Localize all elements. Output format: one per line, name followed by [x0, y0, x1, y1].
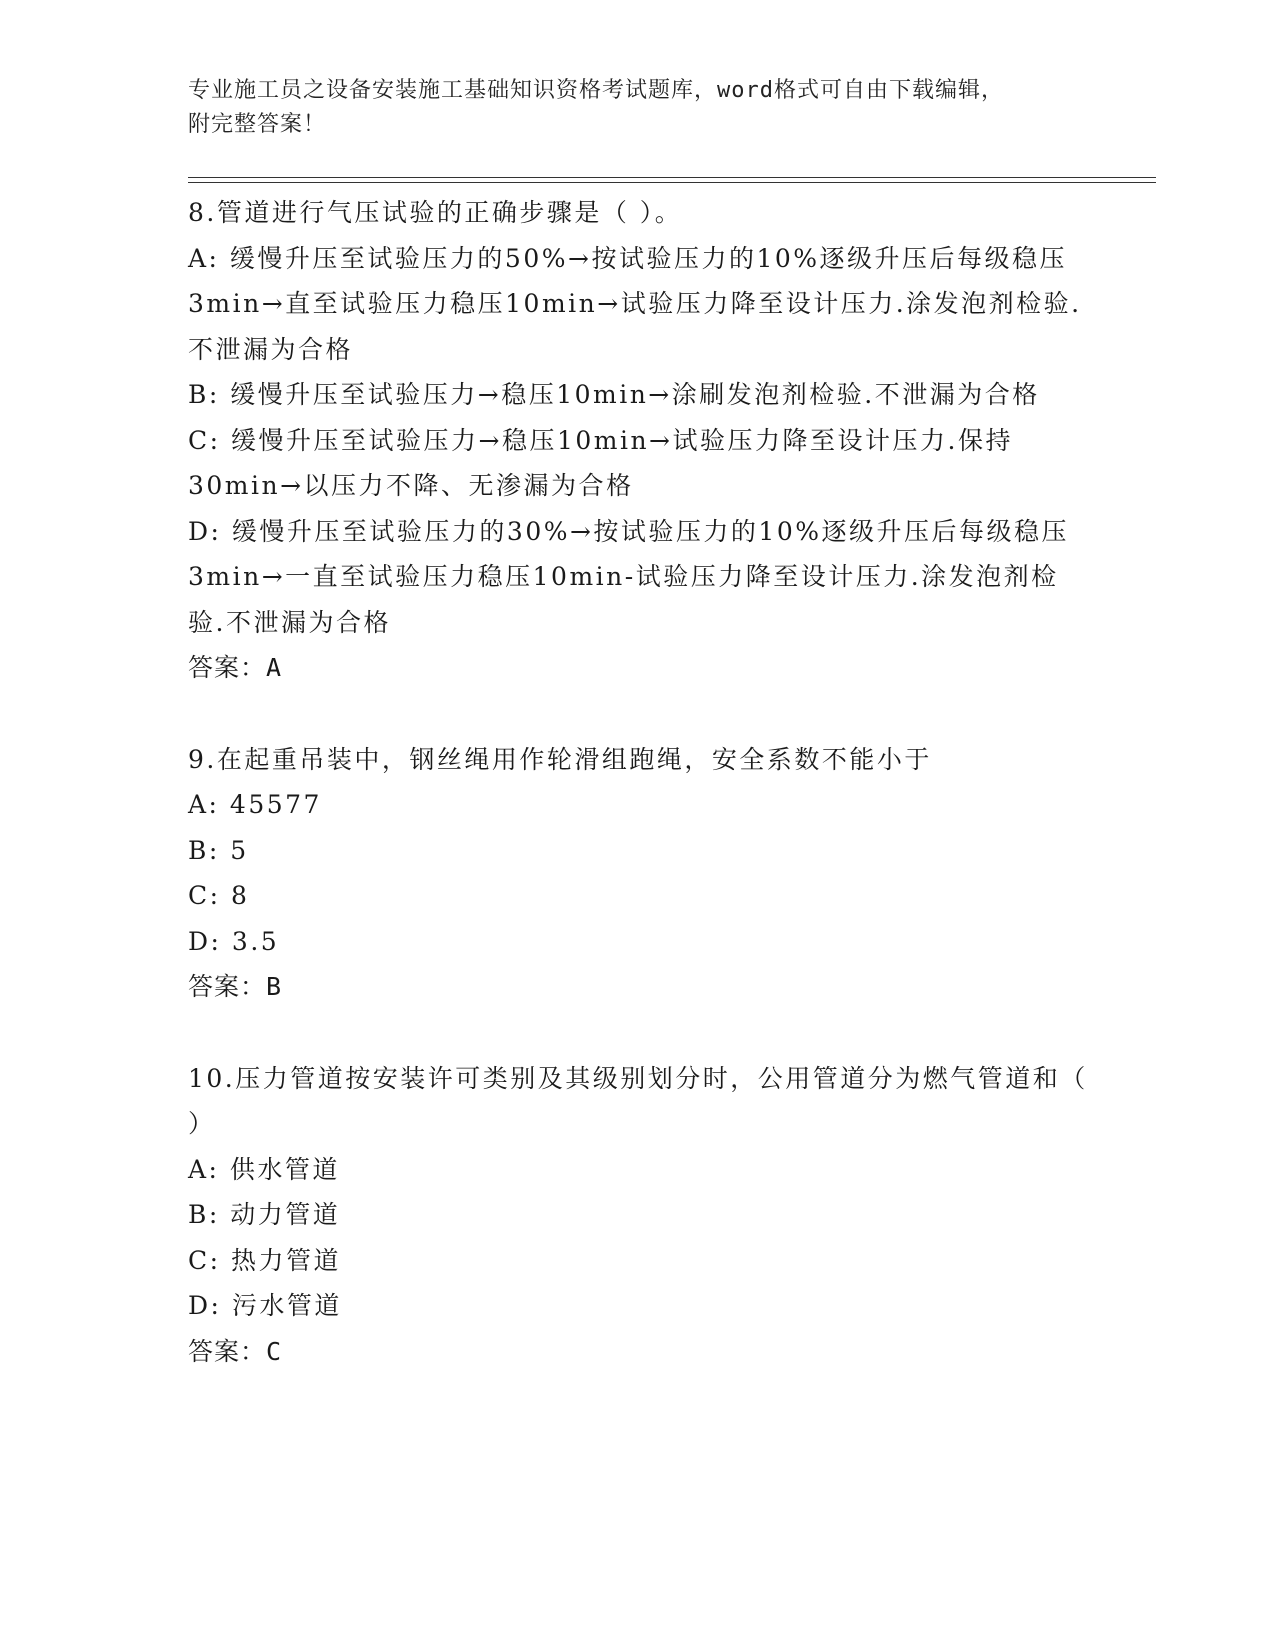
question-8: [188, 190, 1088, 691]
question-10: [188, 1056, 1099, 1375]
option-b: B: 5: [188, 835, 249, 865]
question-9: [188, 737, 1088, 1010]
option-a: A: 缓慢升压至试验压力的50%→按试验压力的10%逐级升压后每级稳压3min→直至试验压力稳压10min→试验压力降至设计压力.涂发泡剂检验.不泄漏为合格: [188, 243, 1082, 364]
header-divider-bottom: [188, 182, 1156, 183]
option-c: C: 热力管道: [188, 1245, 341, 1275]
answer: 答案：A: [188, 653, 283, 682]
question-list: [188, 190, 1099, 1420]
question-stem: 9.在起重吊装中，钢丝绳用作轮滑组跑绳，安全系数不能小于: [188, 744, 932, 774]
header-line-1: 专业施工员之设备安装施工基础知识资格考试题库，word格式可自由下载编辑，: [188, 78, 1004, 103]
document-header: [188, 74, 1088, 142]
option-d: D: 污水管道: [188, 1291, 342, 1320]
option-c: C: 8: [188, 881, 250, 910]
option-b: B: 动力管道: [188, 1200, 341, 1229]
option-a: A: 供水管道: [188, 1154, 340, 1184]
question-stem: 10.压力管道按安装许可类别及其级别划分时，公用管道分为燃气管道和（ ）: [188, 1063, 1099, 1138]
option-a: A: 45577: [188, 790, 322, 819]
option-c: C: 缓慢升压至试验压力→稳压10min→试验压力降至设计压力.保持30min→以压力不降、无渗漏为合格: [188, 425, 1013, 500]
answer: 答案：C: [188, 1336, 283, 1366]
answer: 答案：B: [188, 972, 283, 1001]
header-divider-top: [188, 177, 1156, 178]
option-b: B: 缓慢升压至试验压力→稳压10min→涂刷发泡剂检验.不泄漏为合格: [188, 380, 1040, 409]
option-d: D: 缓慢升压至试验压力的30%→按试验压力的10%逐级升压后每级稳压3min→一直至试验压力稳压10min-试验压力降至设计压力.涂发泡剂检验.不泄漏为合格: [188, 516, 1069, 637]
question-stem: 8.管道进行气压试验的正确步骤是（ ）。: [188, 198, 683, 227]
header-line-2: 附完整答案！: [188, 112, 327, 137]
option-d: D: 3.5: [188, 926, 280, 956]
